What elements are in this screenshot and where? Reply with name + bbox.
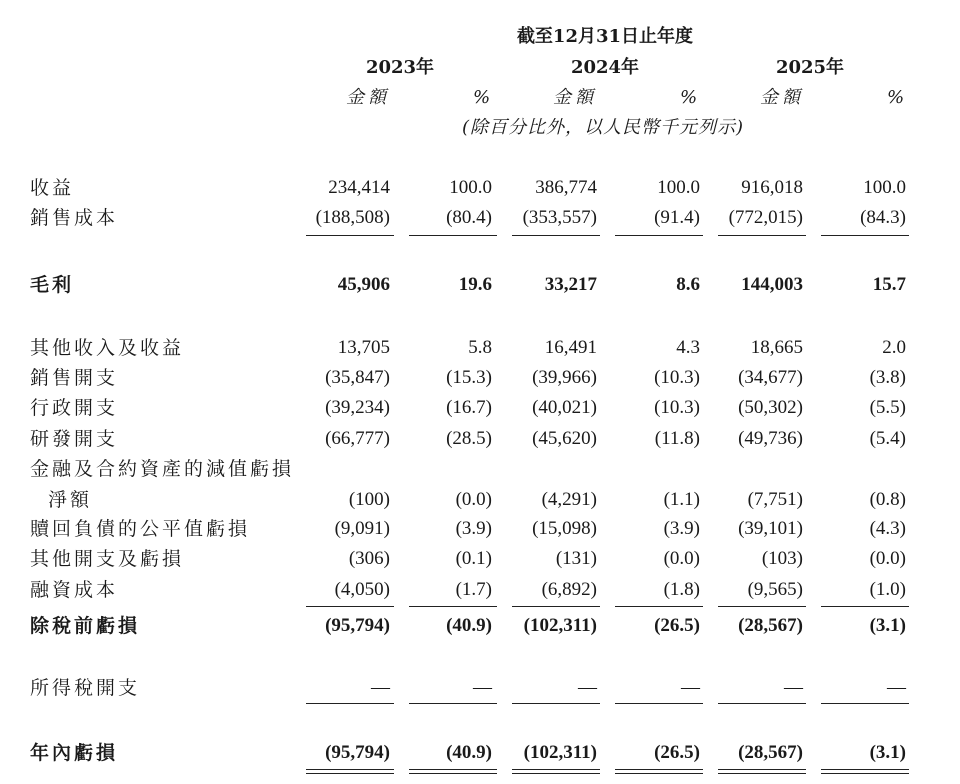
row-label-rd-expenses: 研發開支 [30, 428, 119, 450]
row-label-continuation: 淨額 [48, 489, 93, 511]
cell-2025-amount: 144,003 [741, 274, 803, 295]
cell-2023-percent: 100.0 [449, 177, 492, 198]
cell-2025-amount: (7,751) [747, 489, 803, 510]
cell-2024-percent: (10.3) [654, 367, 700, 388]
cell-2024-percent: (10.3) [654, 397, 700, 418]
cell-2024-amount: 16,491 [544, 337, 597, 358]
cell-2023-amount: (35,847) [325, 367, 390, 388]
percent-header-2025: % [887, 87, 905, 108]
year-header-2023: 2023年 [365, 57, 435, 78]
row-label-revenue: 收益 [30, 177, 75, 199]
row-label-loss-before-tax: 除稅前虧損 [30, 615, 141, 637]
subtotal-rule [718, 235, 806, 236]
cell-2024-amount: (39,966) [532, 367, 597, 388]
cell-2024-amount: (6,892) [541, 579, 597, 600]
total-double-rule [409, 769, 497, 774]
percent-header-2024: % [680, 87, 698, 108]
year-header-2024: 2024年 [570, 57, 640, 78]
subtotal-rule [718, 606, 806, 607]
cell-2025-percent: (4.3) [869, 518, 906, 539]
row-label-cost-of-sales: 銷售成本 [30, 207, 119, 229]
cell-2024-amount: — [578, 677, 597, 698]
cell-2025-amount: (28,567) [738, 615, 803, 636]
row-label-gross-profit: 毛利 [30, 274, 75, 296]
row-label-finance-costs: 融資成本 [30, 579, 119, 601]
subtotal-rule [512, 703, 600, 704]
subtotal-rule [409, 606, 497, 607]
row-label-income-tax: 所得稅開支 [30, 677, 141, 699]
cell-2024-percent: (3.9) [663, 518, 700, 539]
row-label-other-income: 其他收入及收益 [30, 337, 185, 359]
cell-2025-amount: (772,015) [728, 207, 803, 228]
total-double-rule [306, 769, 394, 774]
cell-2023-percent: 19.6 [458, 274, 492, 295]
cell-2023-amount: (39,234) [325, 397, 390, 418]
subtotal-rule [306, 235, 394, 236]
cell-2024-amount: (4,291) [541, 489, 597, 510]
cell-2024-percent: (91.4) [654, 207, 700, 228]
subtotal-rule [512, 235, 600, 236]
cell-2024-percent: 100.0 [657, 177, 700, 198]
cell-2024-percent: (0.0) [663, 548, 700, 569]
cell-2025-amount: (49,736) [738, 428, 803, 449]
cell-2023-amount: (306) [348, 548, 390, 569]
subtotal-rule [821, 606, 909, 607]
cell-2023-amount: 13,705 [337, 337, 390, 358]
row-label-redemption-liability-loss: 贖回負債的公平值虧損 [30, 518, 251, 540]
cell-2025-percent: 2.0 [882, 337, 906, 358]
subtotal-rule [512, 606, 600, 607]
cell-2024-percent: (1.1) [663, 489, 700, 510]
amount-header-2023: 金額 [346, 87, 390, 108]
row-label-selling-expenses: 銷售開支 [30, 367, 119, 389]
cell-2023-percent: 5.8 [468, 337, 492, 358]
year-header-2025: 2025年 [775, 57, 845, 78]
cell-2025-percent: (5.5) [869, 397, 906, 418]
cell-2023-percent: (15.3) [446, 367, 492, 388]
cell-2023-percent: (80.4) [446, 207, 492, 228]
cell-2025-amount: (103) [761, 548, 803, 569]
total-double-rule [821, 769, 909, 774]
cell-2025-percent: 100.0 [863, 177, 906, 198]
cell-2023-amount: (100) [348, 489, 390, 510]
subtotal-rule [306, 703, 394, 704]
subtotal-rule [821, 703, 909, 704]
row-label-other-expenses: 其他開支及虧損 [30, 548, 185, 570]
cell-2025-percent: 15.7 [872, 274, 906, 295]
cell-2025-amount: 18,665 [750, 337, 803, 358]
cell-2024-amount: (15,098) [532, 518, 597, 539]
cell-2023-amount: 234,414 [328, 177, 390, 198]
cell-2025-amount: (28,567) [738, 742, 803, 763]
cell-2025-amount: — [784, 677, 803, 698]
cell-2024-amount: (45,620) [532, 428, 597, 449]
cell-2024-amount: (102,311) [523, 615, 597, 636]
cell-2023-percent: (40.9) [446, 742, 492, 763]
subtotal-rule [615, 235, 703, 236]
cell-2025-percent: (5.4) [869, 428, 906, 449]
cell-2023-percent: (3.9) [455, 518, 492, 539]
cell-2024-percent: (26.5) [654, 742, 700, 763]
total-double-rule [512, 769, 600, 774]
cell-2024-amount: (102,311) [523, 742, 597, 763]
percent-header-2023: % [473, 87, 491, 108]
cell-2023-percent: — [473, 677, 492, 698]
cell-2025-percent: (3.1) [869, 615, 906, 636]
cell-2025-percent: (3.1) [869, 742, 906, 763]
cell-2023-percent: (1.7) [455, 579, 492, 600]
cell-2025-percent: (0.0) [869, 548, 906, 569]
amount-header-2024: 金額 [553, 87, 597, 108]
amount-header-2025: 金額 [760, 87, 804, 108]
period-title: 截至12月31日止年度 [516, 26, 694, 47]
unit-note: (除百分比外，以人民幣千元列示) [462, 117, 745, 138]
cell-2024-amount: (40,021) [532, 397, 597, 418]
row-label-loss-for-year: 年內虧損 [30, 742, 119, 764]
cell-2023-amount: (9,091) [334, 518, 390, 539]
cell-2023-amount: (95,794) [325, 615, 390, 636]
cell-2025-percent: — [887, 677, 906, 698]
subtotal-rule [821, 235, 909, 236]
cell-2025-percent: (84.3) [860, 207, 906, 228]
cell-2025-amount: (34,677) [738, 367, 803, 388]
cell-2025-percent: (3.8) [869, 367, 906, 388]
cell-2024-percent: — [681, 677, 700, 698]
subtotal-rule [615, 703, 703, 704]
cell-2023-amount: — [371, 677, 390, 698]
cell-2023-amount: (188,508) [315, 207, 390, 228]
subtotal-rule [409, 235, 497, 236]
cell-2024-amount: (131) [555, 548, 597, 569]
cell-2023-percent: (28.5) [446, 428, 492, 449]
cell-2023-amount: (4,050) [334, 579, 390, 600]
total-double-rule [615, 769, 703, 774]
cell-2023-percent: (0.1) [455, 548, 492, 569]
cell-2024-percent: 8.6 [676, 274, 700, 295]
cell-2025-amount: (50,302) [738, 397, 803, 418]
cell-2024-amount: 33,217 [544, 274, 597, 295]
cell-2025-amount: (9,565) [747, 579, 803, 600]
cell-2023-amount: 45,906 [337, 274, 390, 295]
cell-2024-amount: 386,774 [535, 177, 597, 198]
cell-2025-amount: 916,018 [741, 177, 803, 198]
cell-2024-percent: (11.8) [654, 428, 700, 449]
cell-2023-percent: (16.7) [446, 397, 492, 418]
cell-2024-percent: (26.5) [654, 615, 700, 636]
cell-2023-percent: (40.9) [446, 615, 492, 636]
cell-2024-percent: (1.8) [663, 579, 700, 600]
cell-2023-amount: (95,794) [325, 742, 390, 763]
cell-2025-amount: (39,101) [738, 518, 803, 539]
total-double-rule [718, 769, 806, 774]
row-label-admin-expenses: 行政開支 [30, 397, 119, 419]
cell-2024-percent: 4.3 [676, 337, 700, 358]
subtotal-rule [615, 606, 703, 607]
cell-2025-percent: (0.8) [869, 489, 906, 510]
subtotal-rule [306, 606, 394, 607]
subtotal-rule [409, 703, 497, 704]
cell-2025-percent: (1.0) [869, 579, 906, 600]
subtotal-rule [718, 703, 806, 704]
row-label-impairment-loss: 金融及合約資產的減值虧損 [30, 458, 295, 480]
cell-2023-amount: (66,777) [325, 428, 390, 449]
cell-2024-amount: (353,557) [522, 207, 597, 228]
cell-2023-percent: (0.0) [455, 489, 492, 510]
